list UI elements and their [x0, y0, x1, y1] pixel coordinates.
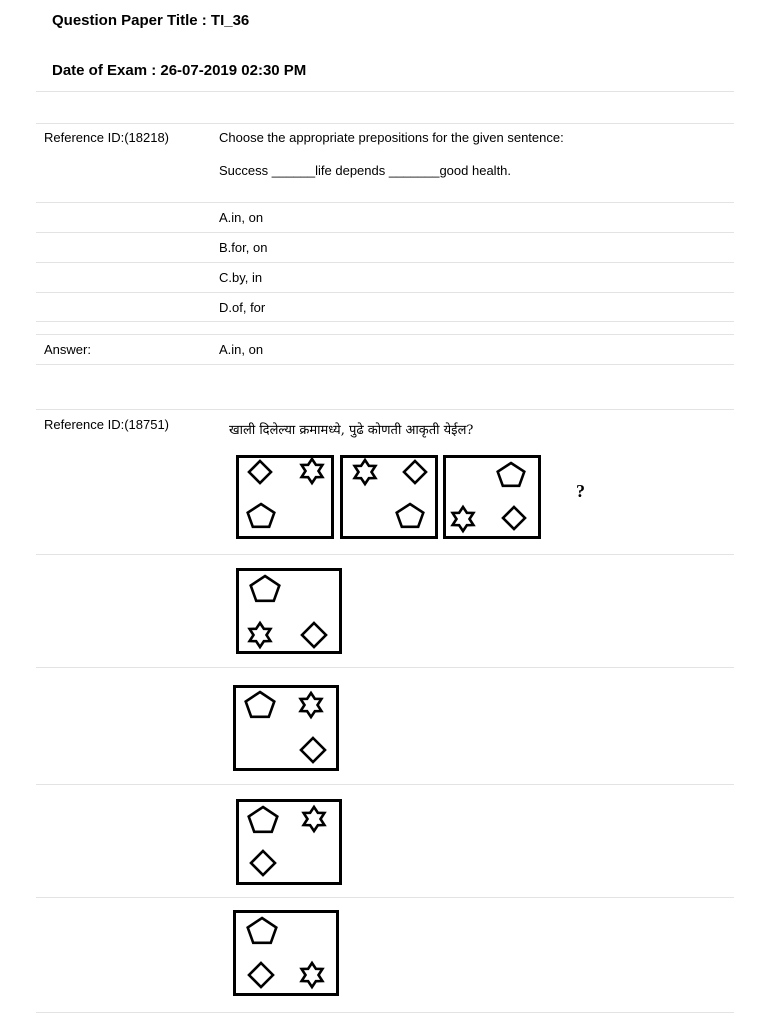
divider — [36, 123, 734, 124]
option-c: C.by, in — [219, 270, 263, 285]
divider — [36, 554, 734, 555]
divider — [36, 262, 734, 263]
divider — [36, 897, 734, 898]
divider — [36, 91, 734, 92]
reference-id: Reference ID:(18218) — [44, 130, 170, 145]
question-sentence: Success ______life depends _______good health. — [219, 163, 512, 178]
exam-date: Date of Exam : 26-07-2019 02:30 PM — [52, 62, 307, 79]
question-prompt: खाली दिलेल्या क्रमामध्ये, पुढे कोणती आकृती येईल? — [229, 423, 474, 438]
divider — [36, 321, 734, 322]
answer-value: A.in, on — [219, 342, 264, 357]
divider — [36, 292, 734, 293]
series-figure — [443, 455, 541, 539]
question-prompt: Choose the appropriate prepositions for the given sentence: — [219, 130, 564, 145]
divider — [36, 409, 734, 410]
option-figure-3 — [236, 799, 342, 885]
reference-id: Reference ID:(18751) — [44, 417, 170, 432]
option-b: B.for, on — [219, 240, 268, 255]
divider — [36, 364, 734, 365]
series-figure — [236, 455, 334, 539]
divider — [36, 784, 734, 785]
option-a: A.in, on — [219, 210, 264, 225]
answer-label: Answer: — [44, 342, 91, 357]
series-figure — [340, 455, 438, 539]
divider — [36, 202, 734, 203]
question-mark: ? — [576, 481, 585, 501]
divider — [36, 334, 734, 335]
option-figure-4 — [233, 910, 339, 996]
option-figure-2 — [233, 685, 339, 771]
divider — [36, 667, 734, 668]
option-figure-1 — [236, 568, 342, 654]
divider — [36, 232, 734, 233]
divider — [36, 1012, 734, 1013]
paper-title: Question Paper Title : TI_36 — [52, 12, 250, 29]
option-d: D.of, for — [219, 300, 266, 315]
